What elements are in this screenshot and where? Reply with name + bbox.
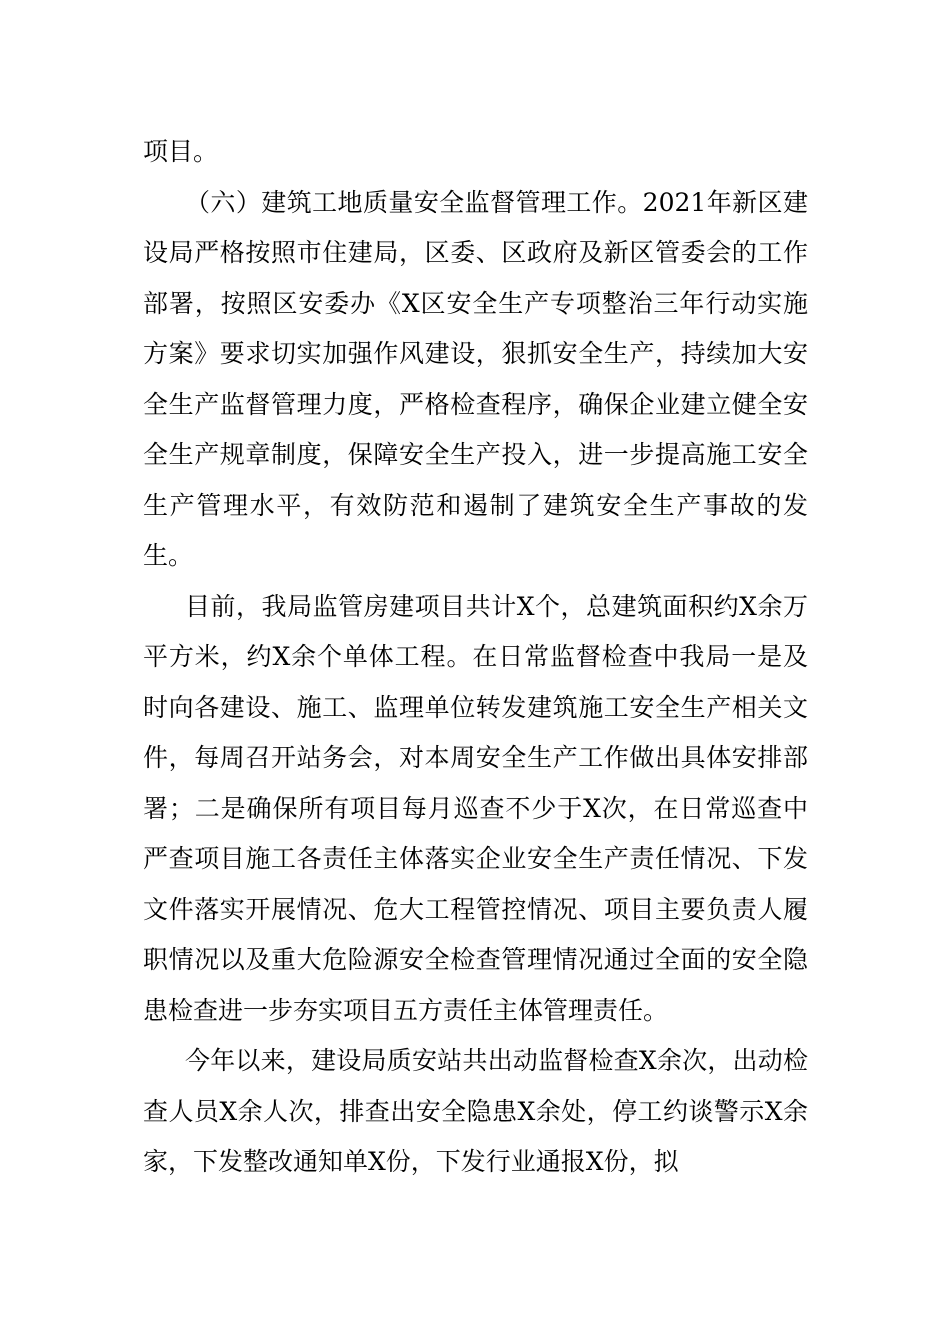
document-body: [143, 127, 808, 1188]
paragraph-2: （六）建筑工地质量安全监督管理工作。2021年新区建设局严格按照市住建局，区委、区政府及新区管委会的工作部署，按照区安委办《X区安全生产专项整治三年行动实施方案》要求切实加强作风建设，狠抓安全生产，持续加大安全生产监督管理力度，严格检查程序，确保企业建立健全安全生产规章制度，保障安全生产投入，进一步提高施工安全生产管理水平，有效防范和遏制了建筑安全生产事故的发生。: [143, 187, 808, 570]
paragraph-1: 项目。: [143, 137, 219, 166]
paragraph-3: 目前，我局监管房建项目共计X个，总建筑面积约X余万平方米，约X余个单体工程。在日常监督检查中我局一是及时向各建设、施工、监理单位转发建筑施工安全生产相关文件，每周召开站务会，对本周安全生产工作做出具体安排部署；二是确保所有项目每月巡查不少于X次，在日常巡查中严查项目施工各责任主体落实企业安全生产责任情况、下发文件落实开展情况、危大工程管控情况、项目主要负责人履职情况以及重大危险源安全检查管理情况通过全面的安全隐患检查进一步夯实项目五方责任主体管理责任。: [143, 591, 808, 1025]
paragraph-4: 今年以来，建设局质安站共出动监督检查X余次，出动检查人员X余人次，排查出安全隐患X余处，停工约谈警示X余家，下发整改通知单X份，下发行业通报X份，拟: [143, 1046, 808, 1176]
